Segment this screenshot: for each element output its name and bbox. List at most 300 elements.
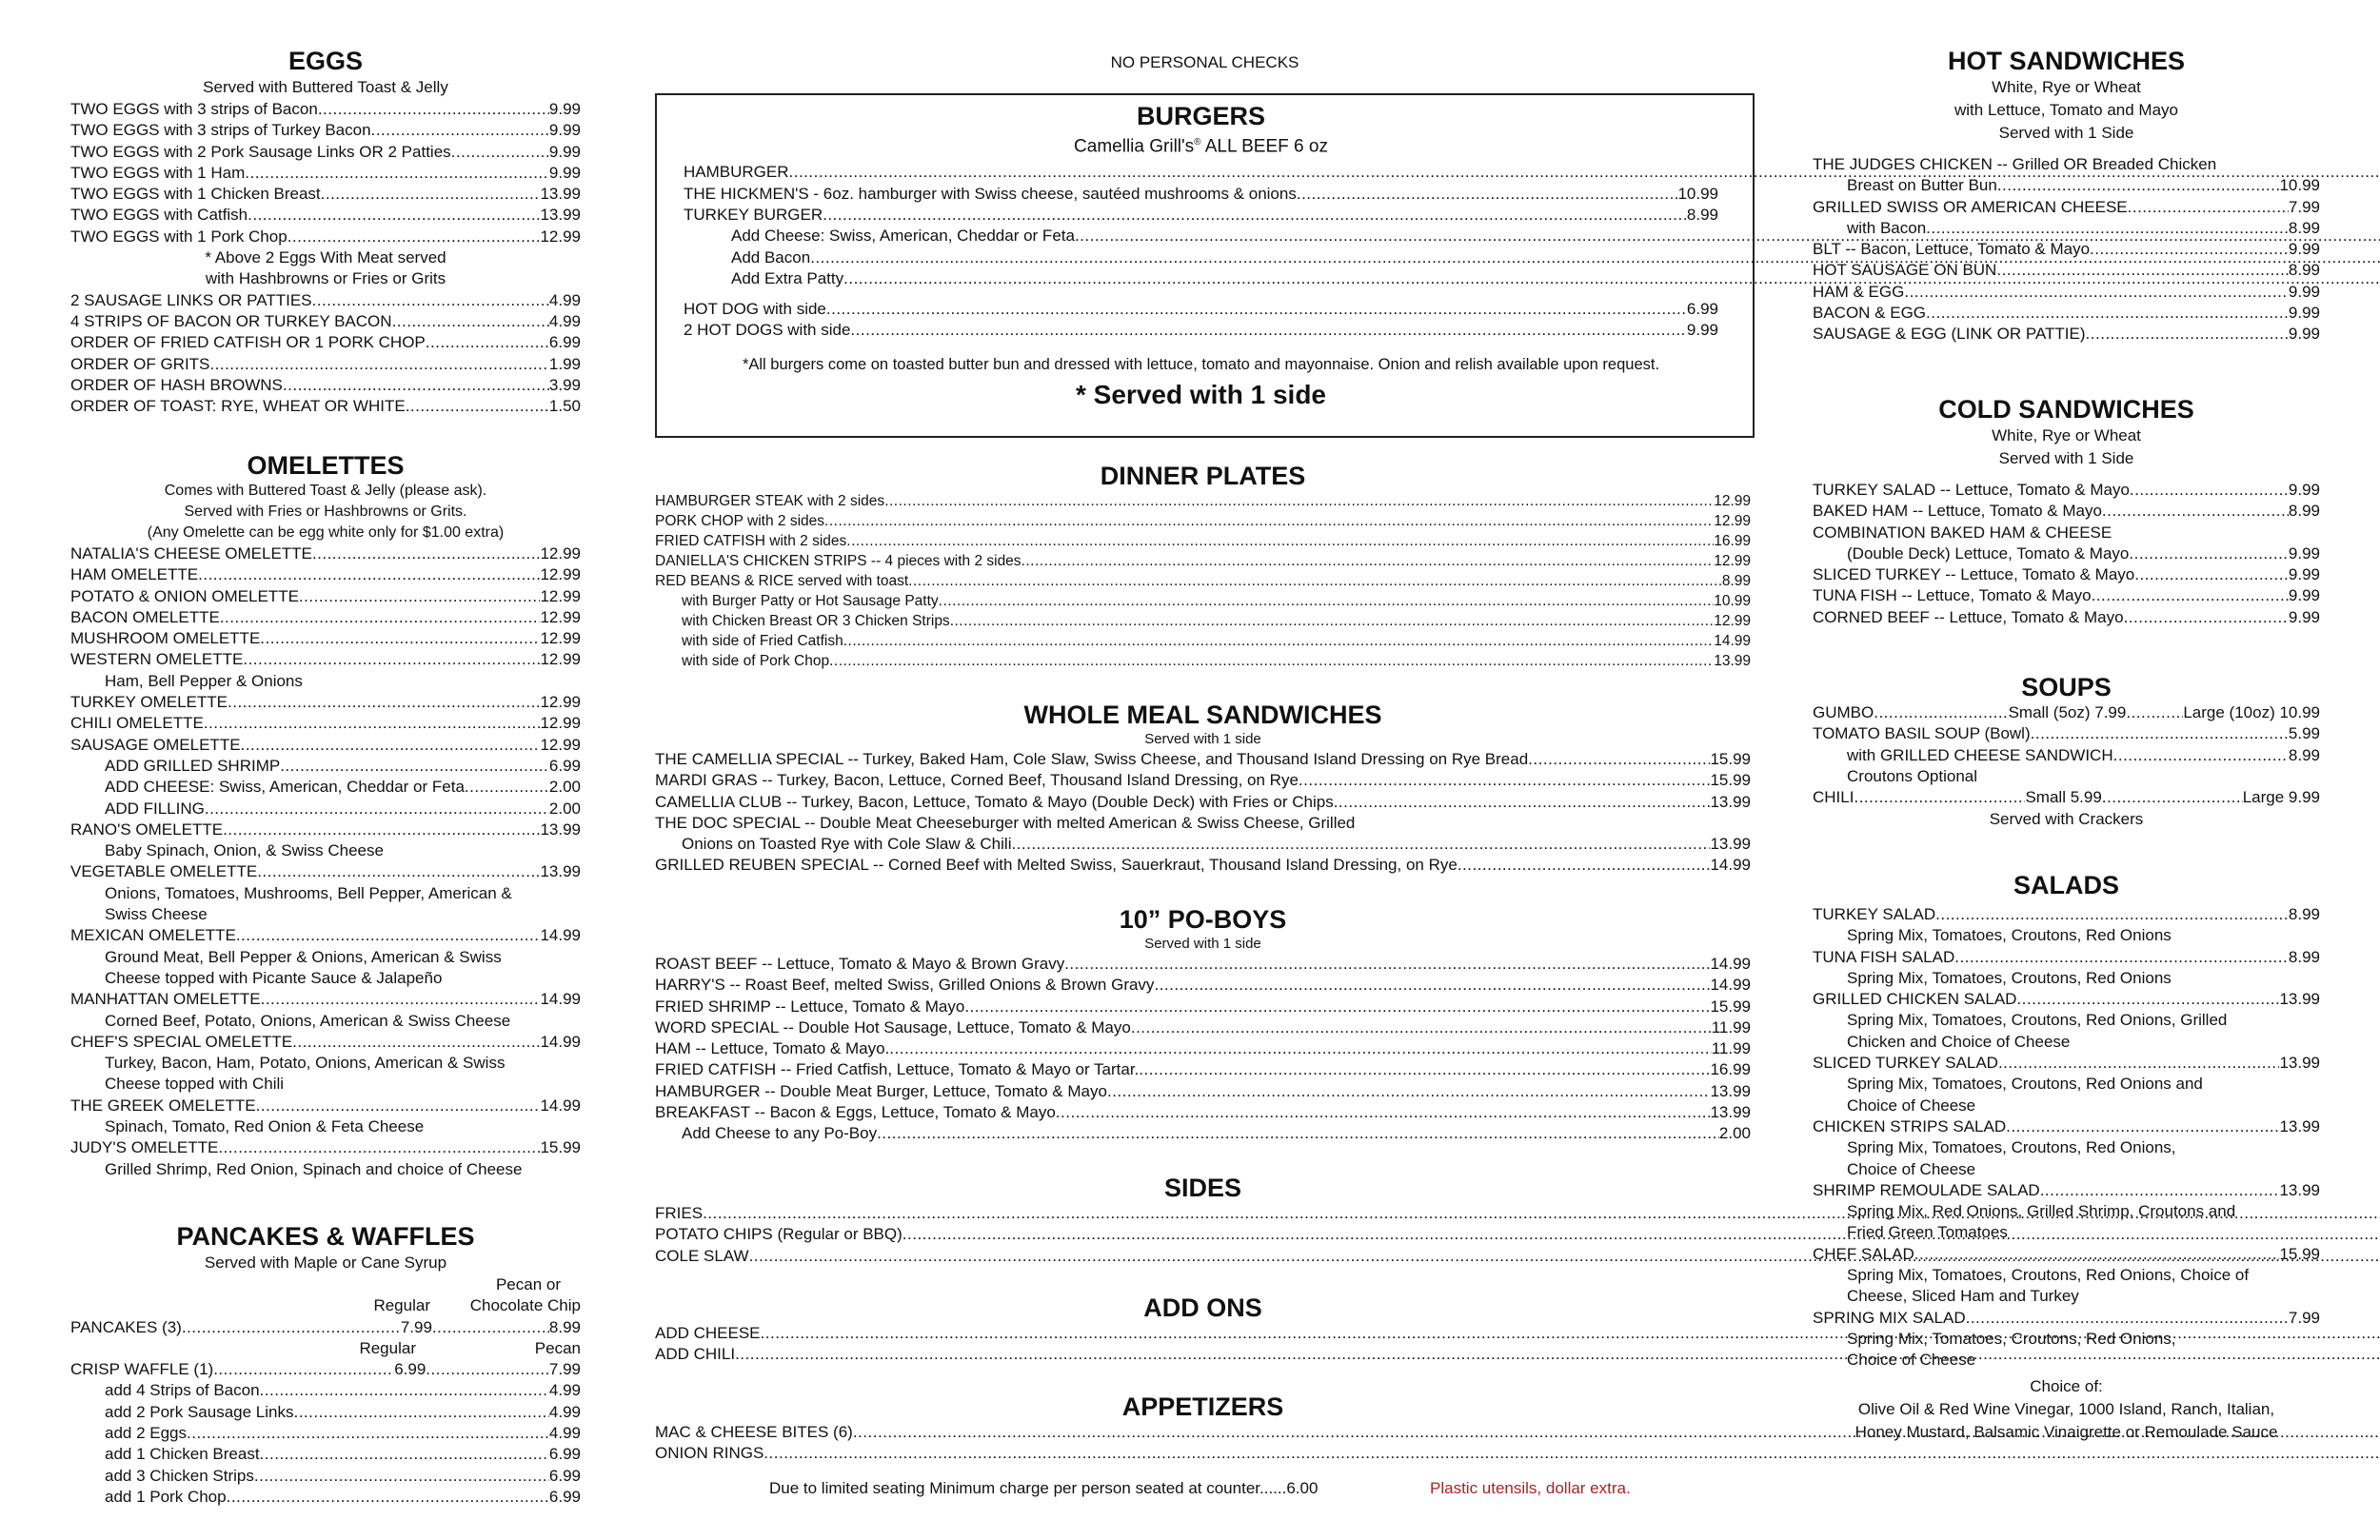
cold-sandwiches-title: COLD SANDWICHES	[1938, 395, 2194, 424]
item-name: ORDER OF HASH BROWNS	[70, 375, 283, 394]
item-name: POTATO & ONION OMELETTE	[70, 586, 299, 605]
menu-item	[70, 1444, 581, 1465]
eggs-list	[70, 99, 581, 247]
item-name: MUSHROOM OMELETTE	[70, 629, 261, 648]
item-price: 7.99	[2288, 1308, 2320, 1327]
item-price: 9.99	[1686, 321, 1718, 340]
dot-leader	[2086, 324, 2289, 345]
item-price: 12.99	[540, 565, 581, 584]
dot-leader	[1854, 787, 2025, 808]
dot-leader	[2006, 1116, 2279, 1137]
dot-leader	[1926, 218, 2289, 239]
menu-item	[655, 997, 1751, 1017]
soups-section	[1813, 672, 2320, 831]
item-name: FRIED CATFISH with 2 sides	[655, 533, 847, 549]
item-description: Cheese, Sliced Ham and Turkey	[1847, 1287, 2079, 1306]
dot-leader	[1996, 260, 2289, 281]
price-header-label: Pecan	[534, 1338, 581, 1357]
dot-leader	[243, 649, 540, 670]
eggs-note: with Hashbrowns or Fries or Grits	[205, 269, 446, 288]
item-name: TWO EGGS with Catfish	[70, 206, 248, 225]
menu-item	[655, 631, 1751, 651]
menu-item	[70, 1137, 581, 1158]
item-name: ADD CHEESE	[655, 1324, 761, 1342]
dot-leader	[318, 99, 549, 120]
eggs-subtitle: Served with Buttered Toast & Jelly	[203, 78, 448, 96]
dot-leader	[2126, 702, 2183, 723]
item-name: COMBINATION BAKED HAM & CHEESE	[1813, 523, 2112, 542]
menu-item	[1813, 607, 2320, 628]
item-price: 8.99	[1721, 573, 1751, 589]
price-header-label: Chocolate Chip	[469, 1296, 581, 1315]
menu-item	[655, 792, 1751, 813]
sides-title: SIDES	[1163, 1174, 1242, 1202]
dot-leader	[1904, 282, 2289, 303]
item-description: Spring Mix, Tomatoes, Croutons, Red Onions	[1847, 968, 2172, 987]
menu-item	[70, 396, 581, 417]
item-description: Cheese topped with Picante Sauce & Jalapeño	[105, 968, 443, 987]
item-name: FRIES	[655, 1204, 704, 1222]
item-price: 9.99	[2288, 481, 2320, 499]
dot-leader	[182, 1317, 401, 1338]
menu-item	[655, 551, 1751, 571]
menu-item	[70, 692, 581, 713]
cold-sandwiches-list	[1813, 564, 2320, 628]
burgers-subtitle	[684, 131, 1718, 158]
menu-item	[70, 989, 581, 1010]
item-name: CHEF'S SPECIAL OMELETTE	[70, 1032, 293, 1051]
item-price: 13.99	[540, 819, 581, 839]
item-name: SPRING MIX SALAD	[1813, 1308, 1966, 1327]
dot-leader	[248, 205, 540, 226]
item-price: 11.99	[1711, 1017, 1751, 1037]
item-name: ORDER OF TOAST: RYE, WHEAT OR WHITE	[70, 397, 406, 416]
sides-section	[655, 1173, 1751, 1267]
dot-leader	[1935, 904, 2289, 925]
dot-leader	[236, 925, 541, 946]
dot-leader	[288, 227, 541, 247]
item-name: MEXICAN OMELETTE	[70, 926, 236, 945]
burger-addons	[684, 226, 1718, 289]
item-name: ADD GRILLED SHRIMP	[105, 756, 281, 775]
item-name: CHILI	[1813, 788, 1854, 807]
item-price: 16.99	[1710, 1060, 1751, 1079]
item-price: 14.99	[540, 1032, 581, 1051]
item-price: 16.99	[1714, 533, 1751, 549]
item-name: Breast on Butter Bun	[1847, 176, 1997, 195]
menu-item	[1813, 303, 2320, 324]
item-price: 14.99	[540, 926, 581, 945]
dot-leader	[2102, 787, 2243, 808]
pancakes-title: PANCAKES & WAFFLES	[176, 1222, 475, 1251]
item-name: add 1 Chicken Breast	[105, 1445, 260, 1464]
menu-item	[655, 834, 1751, 855]
menu-item	[655, 511, 1751, 531]
item-price: 9.99	[2288, 282, 2320, 301]
menu-item	[70, 163, 581, 184]
item-price: 13.99	[540, 862, 581, 881]
item-price: Large 9.99	[2242, 788, 2320, 807]
item-description: Baby Spinach, Onion, & Swiss Cheese	[105, 841, 384, 860]
item-description: Spring Mix, Tomatoes, Croutons, Red Onions,	[1847, 1329, 2176, 1348]
menu-item	[1813, 1244, 2320, 1265]
omelettes-title: OMELETTES	[247, 451, 405, 480]
dot-leader	[1966, 1308, 2289, 1329]
item-price: 12.99	[1714, 613, 1751, 629]
sides-grid	[655, 1203, 1751, 1267]
item-name: HAMBURGER -- Double Meat Burger, Lettuce, Tomato & Mayo	[655, 1081, 1107, 1100]
item-name: ADD CHEESE: Swiss, American, Cheddar or Feta	[105, 778, 465, 797]
item-name: HAMBURGER	[684, 163, 789, 182]
item-name: NATALIA'S CHEESE OMELETTE	[70, 544, 312, 563]
item-name: BREAKFAST -- Bacon & Eggs, Lettuce, Tomato & Mayo	[655, 1103, 1056, 1122]
item-price: 4.99	[548, 311, 581, 330]
item-price: 13.99	[2279, 990, 2320, 1009]
dot-leader	[2031, 723, 2289, 744]
dinner-title: DINNER PLATES	[1100, 462, 1306, 490]
menu-item	[70, 735, 581, 756]
item-name: RED BEANS & RICE served with toast	[655, 573, 909, 589]
item-price: 9.99	[2288, 565, 2320, 584]
item-name: ADD FILLING	[105, 799, 205, 818]
menu-item	[655, 651, 1751, 671]
omelettes-list	[70, 692, 581, 756]
item-price: 15.99	[1710, 997, 1751, 1016]
menu-item	[70, 205, 581, 226]
omelettes-subtitle: Served with Fries or Hashbrowns or Grits.	[184, 503, 467, 520]
item-price: 10.99	[1714, 593, 1751, 609]
item-name: ORDER OF GRITS	[70, 354, 210, 373]
item-name: BLT -- Bacon, Lettuce, Tomato & Mayo	[1813, 240, 2091, 259]
omelettes-section	[70, 450, 581, 1180]
dot-leader	[204, 713, 541, 734]
item-price: 13.99	[540, 185, 581, 204]
item-price: 8.99	[2288, 947, 2320, 966]
menu-item	[70, 311, 581, 332]
item-description: Spring Mix, Tomatoes, Croutons, Red Onions and	[1847, 1075, 2203, 1094]
hot-subtitle: with Lettuce, Tomato and Mayo	[1954, 101, 2178, 119]
menu-item	[70, 142, 581, 163]
menu-item	[70, 332, 581, 353]
dot-leader	[877, 1123, 1719, 1144]
dot-leader	[254, 1466, 549, 1487]
menu-item	[655, 1123, 1751, 1144]
menu-item	[70, 1032, 581, 1053]
item-price: 15.99	[1710, 771, 1751, 790]
item-description: Spring Mix, Tomatoes, Croutons, Red Onions, Grilled	[1847, 1011, 2228, 1030]
item-name: TWO EGGS with 1 Ham	[70, 163, 246, 182]
menu-item	[1813, 1053, 2320, 1074]
menu-item	[655, 954, 1751, 975]
dot-leader	[2102, 501, 2289, 522]
item-price: 12.99	[1714, 493, 1751, 509]
item-price: 12.99	[540, 650, 581, 669]
item-price: 13.99	[1710, 1081, 1751, 1100]
item-description: Spring Mix, Tomatoes, Croutons, Red Onions	[1847, 926, 2172, 945]
item-price: 7.99	[548, 1360, 581, 1379]
item-name: BACON OMELETTE	[70, 607, 220, 626]
item-price: 12.99	[1714, 513, 1751, 529]
dot-leader	[426, 1359, 549, 1380]
appetizers-title: APPETIZERS	[1121, 1392, 1284, 1421]
dot-leader	[2092, 585, 2289, 606]
item-price: 14.99	[1710, 976, 1751, 995]
addons-title: ADD ONS	[1143, 1293, 1262, 1322]
dot-leader	[2016, 989, 2279, 1010]
menu-item	[655, 855, 1751, 876]
item-name: HAM & EGG	[1813, 282, 1905, 301]
item-name: TWO EGGS with 1 Chicken Breast	[70, 185, 321, 204]
item-name: HARRY'S -- Roast Beef, melted Swiss, Grilled Onions & Brown Gravy	[655, 976, 1155, 995]
dinner-section	[655, 461, 1751, 671]
item-description: Ground Meat, Bell Pepper & Onions, American & Swiss	[105, 947, 502, 966]
item-name: ORDER OF FRIED CATFISH OR 1 PORK CHOP	[70, 333, 426, 352]
dot-leader	[451, 142, 549, 163]
addons-grid	[655, 1323, 1751, 1366]
item-name: Add Cheese to any Po-Boy	[682, 1124, 878, 1143]
item-name: MANHATTAN OMELETTE	[70, 990, 261, 1009]
menu-item	[1813, 282, 2320, 303]
menu-item	[70, 1317, 581, 1338]
item-price: 8.99	[2288, 218, 2320, 237]
hot-sandwiches-title: HOT SANDWICHES	[1948, 47, 2185, 75]
item-description: Spring Mix, Tomatoes, Croutons, Red Onions, Choice of	[1847, 1266, 2250, 1285]
menu-item	[70, 607, 581, 628]
item-description: Corned Beef, Potato, Onions, American & Swiss Cheese	[105, 1011, 511, 1030]
dot-leader	[220, 607, 541, 628]
item-description: Choice of Cheese	[1847, 1351, 1976, 1370]
item-description: Chicken and Choice of Cheese	[1847, 1032, 2071, 1051]
item-description: Ham, Bell Pepper & Onions	[105, 671, 303, 690]
menu-item	[1813, 723, 2320, 744]
menu-item	[1813, 564, 2320, 585]
item-name: with Chicken Breast OR 3 Chicken Strips	[682, 613, 950, 629]
dot-leader	[1997, 175, 2280, 196]
item-price: 11.99	[1711, 1039, 1751, 1058]
item-name: PORK CHOP with 2 sides	[655, 513, 825, 529]
soups-title: SOUPS	[2021, 673, 2112, 701]
menu-item	[70, 354, 581, 375]
item-price: 9.99	[2288, 586, 2320, 605]
dot-leader	[1021, 551, 1715, 571]
menu-item	[1813, 947, 2320, 968]
menu-item	[1813, 1116, 2320, 1137]
price-header	[70, 1338, 581, 1359]
menu-item	[70, 628, 581, 649]
item-price: 6.99	[548, 1445, 581, 1464]
item-description: Spring Mix, Tomatoes, Croutons, Red Onions,	[1847, 1138, 2176, 1157]
item-price: 12.99	[540, 607, 581, 626]
item-name: add 4 Strips of Bacon	[105, 1381, 260, 1400]
price-header	[70, 1295, 581, 1316]
minimum-charge: Due to limited seating Minimum charge per person seated at counter......6.00	[769, 1479, 1319, 1497]
dot-leader	[293, 1402, 548, 1423]
item-name: WORD SPECIAL -- Double Hot Sausage, Lettuce, Tomato & Mayo	[655, 1017, 1131, 1037]
dot-leader	[312, 543, 541, 564]
item-name: with side of Pork Chop	[682, 653, 830, 669]
dot-leader	[1874, 702, 2008, 723]
item-name: TWO EGGS with 3 strips of Bacon	[70, 100, 318, 118]
item-price: 4.99	[548, 1381, 581, 1400]
dot-leader	[1056, 1102, 1711, 1123]
item-name: CAMELLIA CLUB -- Turkey, Bacon, Lettuce, Tomato & Mayo (Double Deck) with Fries or Chips	[655, 792, 1334, 811]
dot-leader	[283, 375, 549, 396]
item-name: DANIELLA'S CHICKEN STRIPS -- 4 pieces with 2 sides	[655, 553, 1021, 569]
menu-item	[70, 777, 581, 798]
item-price: 13.99	[1714, 653, 1751, 669]
dot-leader	[218, 1137, 540, 1158]
item-price: 6.99	[548, 1487, 581, 1506]
dot-leader	[432, 1317, 549, 1338]
item-name: ADD CHILI	[655, 1345, 736, 1364]
cold-sandwiches-list	[1813, 480, 2320, 523]
item-name: TURKEY OMELETTE	[70, 693, 228, 712]
price-header-label: Regular	[373, 1296, 430, 1315]
dot-leader	[260, 628, 540, 649]
menu-item	[1813, 745, 2320, 766]
item-price: 9.99	[548, 142, 581, 161]
dot-leader	[2128, 197, 2289, 218]
menu-item	[655, 571, 1751, 591]
menu-item	[1813, 989, 2320, 1010]
item-name: SHRIMP REMOULADE SALAD	[1813, 1180, 2040, 1199]
item-price: 12.99	[540, 693, 581, 712]
dot-leader	[1458, 855, 1711, 876]
item-price: 12.99	[540, 586, 581, 605]
cold-sandwiches-section	[1813, 394, 2320, 628]
item-description: Swiss Cheese	[105, 905, 208, 924]
price-header-label: Regular	[359, 1338, 416, 1357]
item-name: FRIED SHRIMP -- Lettuce, Tomato & Mayo	[655, 997, 965, 1016]
menu-item	[1813, 787, 2320, 808]
menu-item	[70, 925, 581, 946]
menu-item	[1813, 1180, 2320, 1201]
item-name: with Bacon	[1847, 218, 1927, 237]
dot-leader	[826, 299, 1687, 320]
item-price: 2.00	[548, 778, 581, 797]
item-price: 8.99	[1686, 205, 1718, 224]
whole-meal-section	[655, 700, 1751, 877]
menu-item	[70, 586, 581, 607]
menu-item	[1813, 585, 2320, 606]
dot-leader	[2129, 543, 2289, 564]
item-price: 1.99	[548, 354, 581, 373]
item-price: 13.99	[2279, 1054, 2320, 1073]
item-name: BAKED HAM -- Lettuce, Tomato & Mayo	[1813, 502, 2102, 521]
item-description: Choice of Cheese	[1847, 1096, 1976, 1115]
item-description: Grilled Shrimp, Red Onion, Spinach and choice of Cheese	[105, 1159, 523, 1178]
item-name: ONION RINGS	[655, 1444, 764, 1463]
omelettes-subtitle: Comes with Buttered Toast & Jelly (please ask).	[164, 483, 487, 499]
item-name: CHEF SALAD	[1813, 1244, 1914, 1263]
item-name: 2 HOT DOGS with side	[684, 321, 851, 340]
poboys-list	[655, 954, 1751, 1123]
item-name: FRIED CATFISH -- Fried Catfish, Lettuce, Tomato & Mayo or Tartar.	[655, 1060, 1140, 1079]
item-name: TWO EGGS with 3 strips of Turkey Bacon	[70, 121, 371, 140]
item-name: GUMBO	[1813, 703, 1874, 721]
dot-leader	[1011, 834, 1710, 855]
item-name: TOMATO BASIL SOUP (Bowl)	[1813, 724, 2031, 743]
menu-item	[1813, 543, 2320, 564]
dot-leader	[1926, 303, 2289, 324]
item-price: 13.99	[1710, 792, 1751, 811]
item-price: 1.50	[548, 397, 581, 416]
omelette-addons-list	[70, 756, 581, 819]
dot-leader	[843, 631, 1714, 651]
menu-item	[1813, 324, 2320, 345]
menu-item	[684, 184, 1718, 205]
burgers-served: * Served with 1 side	[1076, 379, 1326, 409]
item-price: 8.99	[2288, 905, 2320, 923]
whole-meal-list	[655, 749, 1751, 813]
burgers-note: *All burgers come on toasted butter bun and dressed with lettuce, tomato and mayonnaise. Onion and relish available upon request.	[742, 355, 1660, 373]
poboys-title: 10” PO-BOYS	[1119, 905, 1287, 934]
item-price: 9.99	[548, 121, 581, 140]
item-price: 13.99	[2279, 1116, 2320, 1135]
menu-item	[655, 975, 1751, 996]
item-name: Add Cheese: Swiss, American, Cheddar or Feta	[731, 227, 1075, 246]
item-name: GRILLED REUBEN SPECIAL -- Corned Beef with Melted Swiss, Sauerkraut, Thousand Island Dressing, on Rye	[655, 856, 1458, 875]
salads-title: SALADS	[2013, 871, 2119, 899]
menu-item	[70, 564, 581, 585]
item-price: 12.99	[540, 544, 581, 563]
eggs-title: EGGS	[288, 47, 364, 75]
item-price: Large (10oz) 10.99	[2183, 703, 2320, 721]
item-name: VEGETABLE OMELETTE	[70, 862, 258, 881]
menu-item	[70, 227, 581, 247]
dressings-list: Olive Oil & Red Wine Vinegar, 1000 Island, Ranch, Italian,	[1857, 1399, 2275, 1418]
dot-leader	[1334, 792, 1711, 813]
eggs-section	[70, 46, 581, 417]
waffle-addons-list	[70, 1380, 581, 1508]
dot-leader	[209, 354, 549, 375]
dinner-list	[655, 491, 1751, 671]
pancakes-section	[70, 1221, 581, 1508]
menu-item	[655, 1059, 1751, 1080]
item-price: 9.99	[2288, 240, 2320, 259]
dot-leader	[198, 564, 540, 585]
dot-leader	[261, 989, 541, 1010]
item-price: 4.99	[548, 290, 581, 309]
item-price: 12.99	[540, 735, 581, 754]
item-price: Small 5.99	[2025, 788, 2102, 807]
dot-leader	[260, 1380, 549, 1401]
item-price: 13.99	[2279, 1180, 2320, 1199]
dot-leader	[299, 586, 541, 607]
item-price: 6.99	[548, 756, 581, 775]
menu-item	[1813, 260, 2320, 281]
price-header	[70, 1274, 581, 1295]
dot-leader	[260, 1444, 549, 1465]
dot-leader	[1107, 1081, 1711, 1102]
item-name: TWO EGGS with 1 Pork Chop	[70, 227, 288, 246]
menu-item	[70, 99, 581, 120]
dot-leader	[1064, 954, 1710, 975]
item-description: Choice of Cheese	[1847, 1159, 1976, 1178]
whole-meal-subtitle: Served with 1 side	[1144, 731, 1261, 747]
item-name: 2 SAUSAGE LINKS OR PATTIES	[70, 290, 312, 309]
item-price: 14.99	[540, 990, 581, 1009]
dot-leader	[228, 692, 540, 713]
dot-leader	[1528, 749, 1710, 770]
no-checks-notice: NO PERSONAL CHECKS	[1110, 53, 1299, 71]
item-price: 10.99	[2279, 176, 2320, 195]
burgers-title: BURGERS	[1136, 102, 1265, 130]
item-price: 9.99	[2288, 543, 2320, 563]
item-description: Onions, Tomatoes, Mushrooms, Bell Pepper, American &	[105, 883, 512, 902]
menu-item	[70, 1423, 581, 1444]
item-name: MARDI GRAS -- Turkey, Bacon, Lettuce, Corned Beef, Thousand Island Dressing, on Rye	[655, 771, 1299, 790]
